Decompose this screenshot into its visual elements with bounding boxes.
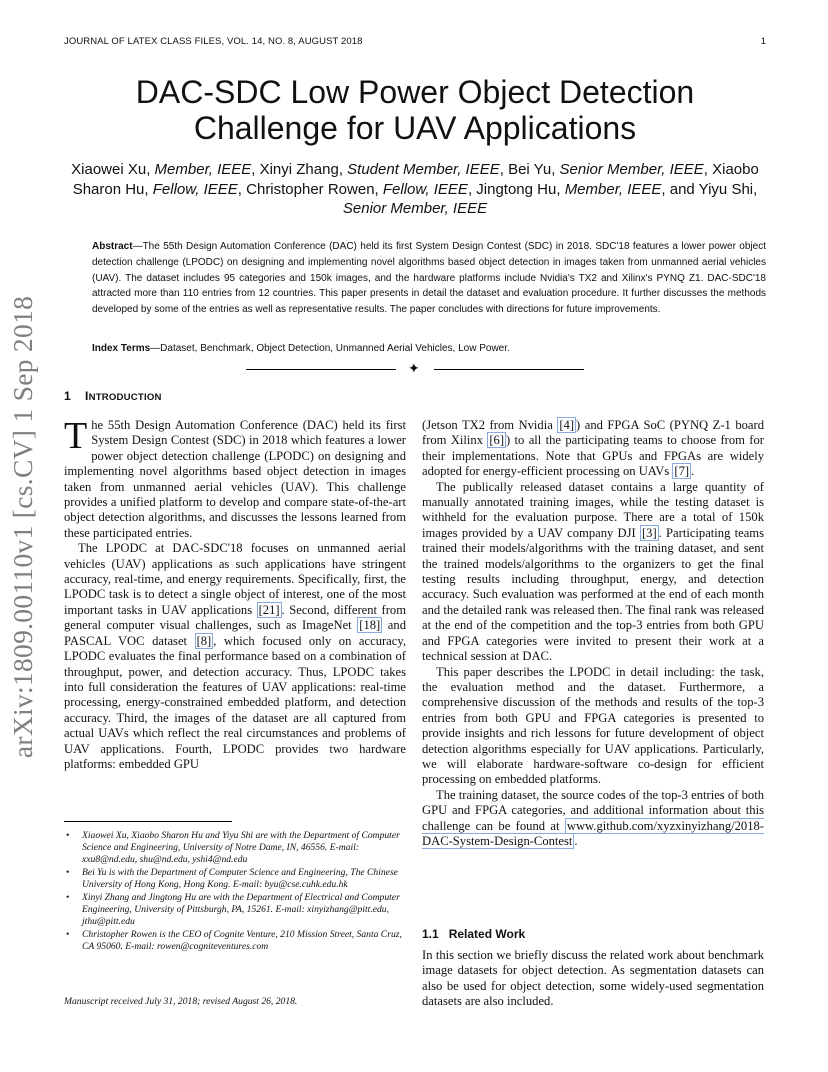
author-name: Bei Yu [508, 161, 552, 178]
index-terms-text: —Dataset, Benchmark, Object Detection, Unmanned Aerial Vehicles, Low Power. [150, 343, 510, 354]
paragraph [422, 418, 764, 480]
section-heading-introduction [64, 389, 162, 403]
abstract-label: Abstract [92, 241, 133, 252]
citation-link[interactable]: [3] [641, 525, 657, 540]
author-role: Fellow, IEEE [152, 180, 238, 198]
subsection-number: 1.1 [422, 927, 439, 941]
footnotes [64, 830, 406, 954]
author-role: Fellow, IEEE [382, 180, 468, 198]
subsection-heading-related-work [422, 927, 525, 941]
paragraph-text: ) and FPGA SoC (PYNQ Z-1 board from Xilinx [422, 418, 765, 448]
paragraph [64, 415, 406, 541]
author-role: Member, IEEE [154, 161, 252, 178]
section-number: 1 [64, 389, 71, 403]
paragraph-text: The LPODC at DAC-SDC'18 focuses on unmanned aerial vehicles (UAV) applications as such applications have stringent accuracy, real-time, and energy requirements. Specifically, first, the LPODC task is to detect a single object of interest, one of the most important tasks in UAV applications [64, 541, 406, 617]
author-name: Christopher Rowen [246, 180, 375, 198]
paragraph-text: , which focused only on accuracy, LPODC evaluates the final performance based on a combination of throughput, power, and detection accuracy. Thus, LPODC takes into full consideration the features of UAV applications: real-time processing, energy-constrained embedded platform, and detection accuracy. Third, the images of the dataset are all captured from actual UAVs which reflect the real circumstances and problems of UAV applications. Fourth, LPODC provides two hardware platforms: embedded GPU [64, 633, 406, 771]
author-role: Senior Member, IEEE [559, 161, 704, 178]
paragraph [422, 480, 764, 665]
author-name: Xiaowei Xu [71, 161, 147, 178]
paragraph-text: . Participating teams trained their models/algorithms with the training dataset, and sent the trained models/algorithms to the organizers to get the final testing results including throughput, energy, and detection accuracy. Such evaluation was performed at the end of each month and the detailed rank was released then. The final rank was released at the end of the competition and the top-3 entries from both GPU and FPGA categories were invited to present their work at a technical session at DAC. [422, 525, 764, 664]
paragraph [64, 541, 406, 772]
abstract-text: —The 55th Design Automation Conference (DAC) held its first System Design Contest (SDC) in 2018. SDC'18 features a lower power object detection challenge (LPODC) on designing and implementing novel algorithms based object detection in images taken from unmanned aerial vehicles (UAV). The dataset includes 95 categories and 150k images, and the hardware platforms include Nvidia's TX2 and Xilinx's PYNQ Z1. DAC-SDC'18 attracted more than 110 entries from 12 countries. This paper presents in detail the dataset and evaluation procedure. It further discusses the methods developed by some of the entries as well as representative results. The paper concludes with directions for future improvements. [92, 241, 766, 316]
index-terms-label: Index Terms [92, 343, 151, 354]
subsection-title: Related Work [448, 927, 526, 941]
drop-cap: T [64, 415, 88, 457]
author-name: Jingtong Hu [476, 180, 557, 198]
paragraph: This paper describes the LPODC in detail including: the task, the evaluation method and the dataset. Furthermore, a comprehensive discussion of the methods and results of the top-3 entries from both GPU and FPGA categories is presented to provide insights and rich lessons for future development of object detection algorithms especially for UAV applications. Particularly, we will elaborate hardware-software co-design for efficient processing on embedded platforms. [422, 664, 764, 787]
paragraph-text: . [691, 464, 695, 479]
footnote: • Xiaowei Xu, Xiaobo Sharon Hu and Yiyu Shi are with the Department of Computer Science and Engineering, University of Notre Dame, IN, 46556. E-mail: xxu8@nd.edu, shu@nd.edu, yshi4@nd.edu [64, 830, 406, 866]
citation-link[interactable]: [18] [359, 618, 381, 633]
index-terms [92, 342, 766, 356]
paragraph-text: The publically released dataset contains a large quantity of manually annotated training images, while the testing dataset is withheld for the evaluation purpose. There are a total of 150k images provided by a UAV company DJI [422, 479, 764, 540]
paragraph-text: . [574, 833, 578, 848]
running-head: JOURNAL OF LATEX CLASS FILES, VOL. 14, NO. 8, AUGUST 2018 [64, 36, 363, 47]
section-title-rest: NTRODUCTION [88, 392, 162, 403]
citation-link[interactable]: [4] [559, 418, 575, 432]
section-title-first: I [85, 389, 89, 403]
paragraph-text: he 55th Design Automation Conference (DAC) held its first System Design Contest (SDC) in 2018 which features a lower power object detection challenge (LPODC) on designing and implementing novel algorithms based object detection in images taken from unmanned aerial vehicles (UAV). This challenge provides a unified platform to develop and compare state-of-the-art object detection algorithms, and discusses the lessons learned from these participated entries. [64, 418, 406, 540]
paragraph-text: (Jetson TX2 from Nvidia [422, 418, 558, 432]
footnote: • Xinyi Zhang and Jingtong Hu are with the Department of Electrical and Computer Engineering, University of Pittsburgh, PA, 15261. E-mail: xinyizhang@pitt.edu, jthu@pitt.edu [64, 892, 406, 928]
author-name: Xiaobo Sharon Hu [72, 161, 759, 198]
author-name: Yiyu Shi [698, 180, 754, 198]
author-role: Senior Member, IEEE [342, 200, 488, 217]
left-column [64, 415, 406, 772]
manuscript-note: Manuscript received July 31, 2018; revised August 26, 2018. [64, 996, 298, 1007]
citation-link[interactable]: [6] [489, 433, 505, 448]
footnote-rule [64, 821, 232, 822]
footnote: • Christopher Rowen is the CEO of Cognite Venture, 210 Mission Street, Santa Cruz, CA 95060. E-mail: rowen@cogniteventures.com [64, 929, 406, 953]
divider-line-left [246, 369, 396, 370]
right-column [422, 418, 764, 849]
paragraph-text: ) to all the participating teams to choose from for their implementations. Note that GPUs and FPGAs are widely adopted for energy-efficient processing on UAVs [422, 433, 764, 479]
diamond-icon: ✦ [408, 362, 420, 377]
author-list: Xiaowei Xu, Member, IEEE, Xinyi Zhang, Student Member, IEEE, Bei Yu, Senior Member, IEEE, Xiaobo Sharon Hu, Fellow, IEEE, Christopher Rowen, Fellow, IEEE, Jingtong Hu, Member, IEEE, and Yiyu Shi, Senior Member, IEEE [71, 161, 759, 217]
author-role: Student Member, IEEE [347, 161, 500, 178]
author-name: Xinyi Zhang [259, 161, 339, 178]
github-url-link[interactable]: www.github.com/xyzxinyizhang/2018-DAC-System-Design-Contest [422, 818, 764, 848]
section-divider [246, 361, 584, 381]
paragraph: In this section we briefly discuss the related work about benchmark image datasets for object detection. As segmentation datasets can also be used for object detection, some widely-used segmentation datasets are also included. [422, 948, 764, 1009]
page-number: 1 [760, 36, 766, 47]
paragraph-text: and PASCAL VOC dataset [64, 618, 406, 648]
paragraph [422, 788, 764, 850]
arxiv-stamp [7, 292, 38, 762]
paper-title: DAC-SDC Low Power Object Detection Challenge for UAV Applications [135, 74, 695, 146]
footnote: • Bei Yu is with the Department of Computer Science and Engineering, The Chinese University of Hong Kong, Hong Kong. E-mail: byu@cse.cuhk.edu.hk [64, 867, 406, 891]
divider-line-right [434, 369, 584, 370]
abstract [92, 239, 766, 318]
arxiv-identifier: arXiv:1809.00110v1 [cs.CV] 1 Sep 2018 [7, 295, 38, 759]
author-role: Member, IEEE [564, 180, 662, 198]
citation-link[interactable]: [8] [196, 633, 212, 648]
paragraph-text: . Second, different from general computer visual challenges, such as ImageNet [64, 602, 406, 633]
citation-link[interactable]: [7] [674, 464, 690, 479]
citation-link[interactable]: [21] [258, 602, 280, 617]
related-work-text [422, 948, 764, 1010]
paragraph-text: The training dataset, the source codes of the top-3 entries of both GPU and FPGA categories, and additional information about this challenge can be found at [422, 787, 764, 833]
